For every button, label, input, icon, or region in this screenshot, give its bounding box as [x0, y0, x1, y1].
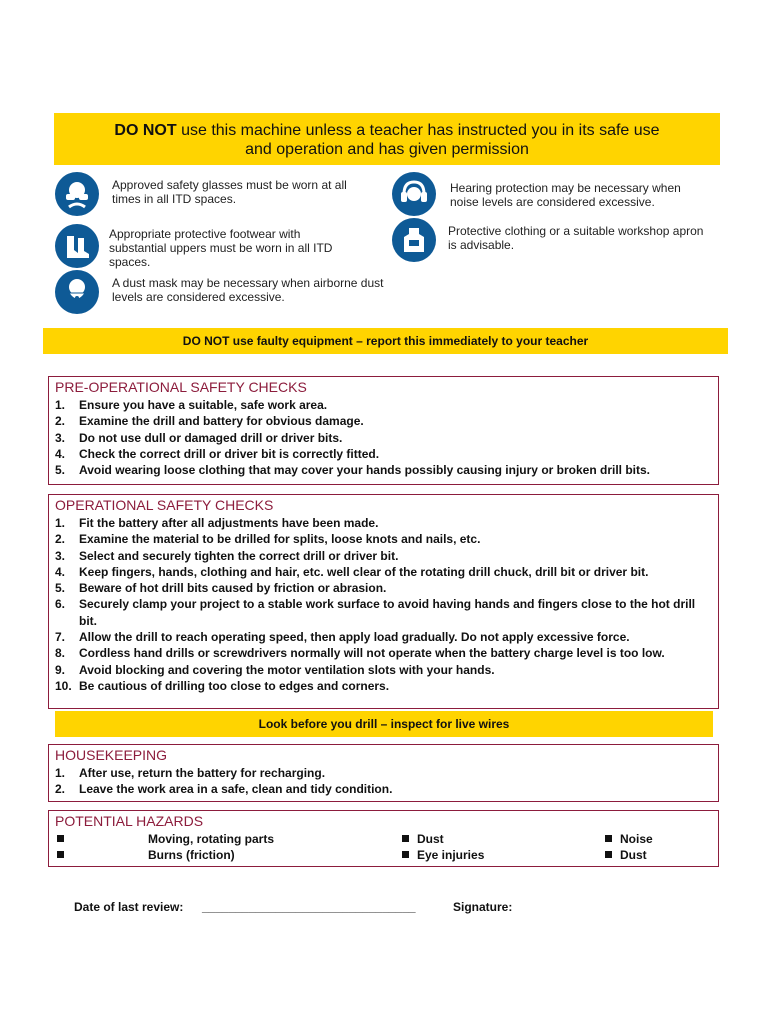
- list-item-text: Avoid blocking and covering the motor ventilation slots with your hands.: [79, 662, 495, 677]
- list-item: [55, 765, 712, 781]
- banner-line2: and operation and has given permission: [245, 141, 529, 158]
- list-item-text: Do not use dull or damaged drill or driver bits.: [79, 430, 343, 445]
- hazard-item: Dust: [402, 832, 444, 846]
- list-item: [55, 446, 712, 462]
- list-item-number: 10.: [55, 678, 72, 693]
- list-item-text: Beware of hot drill bits caused by friction or abrasion.: [79, 581, 387, 596]
- list-item-text: Fit the battery after all adjustments have been made.: [79, 516, 379, 530]
- list-item-number: 2.: [55, 782, 66, 797]
- list-item-text: Examine the drill and battery for obvious damage.: [79, 414, 364, 429]
- list-item: [55, 430, 712, 446]
- list-item-text: Keep fingers, hands, clothing and hair, etc. well clear of the rotating drill chuck, drill bit or driver bit.: [79, 564, 649, 579]
- bullet-square-icon: [605, 851, 612, 858]
- list-item-text: Check the correct drill or driver bit is correctly fitted.: [79, 446, 380, 461]
- list-item: [55, 515, 712, 531]
- list-item-number: 9.: [55, 662, 66, 677]
- dust-mask-icon: [55, 270, 99, 314]
- list-item: [55, 781, 712, 797]
- list-item: [55, 580, 712, 596]
- list-item-number: 6.: [55, 597, 66, 612]
- apron-icon: [392, 218, 436, 262]
- list-item-number: 5.: [55, 463, 66, 478]
- list-item-number: 4.: [55, 564, 66, 579]
- ppe-apron-text: Protective clothing or a suitable workshop apron is advisable.: [448, 224, 704, 252]
- list-item: [55, 629, 712, 645]
- list-item-text: After use, return the battery for recharging.: [79, 766, 326, 780]
- housekeeping-title: HOUSEKEEPING: [55, 747, 168, 763]
- pre-operational-list: [55, 397, 712, 478]
- bullet-square-icon: [57, 851, 64, 858]
- hazard-item: Noise: [605, 832, 653, 846]
- bullet-square-icon: [605, 835, 612, 842]
- banner-line1: use this machine unless a teacher has instructed you in its safe use: [176, 122, 660, 139]
- list-item-text: Allow the drill to reach operating speed, then apply load gradually. Do not apply excessive force.: [79, 630, 630, 645]
- list-item-number: 1.: [55, 516, 66, 530]
- hazard-item: Moving, rotating parts: [148, 832, 274, 846]
- list-item-text: Examine the material to be drilled for splits, loose knots and nails, etc.: [79, 532, 481, 547]
- bullet-square-icon: [402, 835, 409, 842]
- ppe-glasses-text: Approved safety glasses must be worn at all times in all ITD spaces.: [112, 178, 347, 206]
- list-item-number: 8.: [55, 646, 66, 661]
- housekeeping-list: [55, 765, 712, 798]
- safety-glasses-icon: [55, 172, 99, 216]
- hazard-item: [57, 848, 72, 862]
- ppe-footwear-text: Appropriate protective footwear with substantial uppers must be worn in all ITD spaces.: [109, 227, 333, 269]
- list-item: [55, 596, 712, 629]
- bullet-square-icon: [57, 835, 64, 842]
- list-item: [55, 548, 712, 564]
- live-wires-strip: Look before you drill – inspect for live wires: [55, 711, 713, 737]
- list-item: [55, 531, 712, 547]
- list-item-number: 2.: [55, 414, 66, 429]
- review-date-line[interactable]: ________________________________: [202, 900, 416, 914]
- list-item-number: 2.: [55, 532, 66, 547]
- list-item-text: Cordless hand drills or screwdrivers normally will not operate when the battery charge level is too low.: [79, 646, 665, 661]
- operational-box: [48, 494, 719, 709]
- operational-list: [55, 515, 712, 694]
- list-item-text: Securely clamp your project to a stable work surface to avoid having hands and fingers close to the hot drill bit.: [79, 597, 696, 628]
- hearing-protection-icon: [392, 172, 436, 216]
- list-item: [55, 662, 712, 678]
- list-item-text: Ensure you have a suitable, safe work area.: [79, 398, 328, 412]
- list-item: [55, 413, 712, 429]
- list-item-number: 3.: [55, 430, 66, 445]
- list-item: [55, 645, 712, 661]
- hazard-item: Dust: [605, 848, 647, 862]
- list-item: [55, 397, 712, 413]
- list-item-number: 7.: [55, 630, 66, 645]
- pre-operational-box: [48, 376, 719, 485]
- list-item-text: Avoid wearing loose clothing that may cover your hands possibly causing injury or broken drill bits.: [79, 463, 650, 478]
- housekeeping-box: [48, 744, 719, 802]
- list-item: [55, 564, 712, 580]
- list-item-number: 5.: [55, 581, 66, 596]
- list-item: [55, 678, 712, 694]
- potential-hazards-title: POTENTIAL HAZARDS: [55, 813, 204, 829]
- bullet-square-icon: [402, 851, 409, 858]
- list-item-text: Be cautious of drilling too close to edges and corners.: [79, 678, 390, 693]
- review-date-label: Date of last review:: [74, 900, 184, 914]
- faulty-equipment-strip: DO NOT use faulty equipment – report this immediately to your teacher: [43, 328, 728, 354]
- list-item-number: 1.: [55, 766, 66, 780]
- pre-operational-title: PRE-OPERATIONAL SAFETY CHECKS: [55, 379, 307, 395]
- ppe-hearing-text: Hearing protection may be necessary when noise levels are considered excessive.: [450, 181, 681, 209]
- hazard-item: Burns (friction): [148, 848, 235, 862]
- list-item-text: Leave the work area in a safe, clean and tidy condition.: [79, 782, 393, 797]
- list-item-number: 1.: [55, 398, 66, 412]
- list-item-text: Select and securely tighten the correct drill or driver bit.: [79, 548, 399, 563]
- hazard-item: [57, 832, 72, 846]
- list-item-number: 3.: [55, 548, 66, 563]
- list-item: [55, 462, 712, 478]
- signature-label: Signature:: [453, 900, 513, 914]
- ppe-mask-text: A dust mask may be necessary when airborne dust levels are considered excessive.: [112, 276, 384, 304]
- safety-boots-icon: [55, 224, 99, 268]
- hazard-item: Eye injuries: [402, 848, 484, 862]
- do-not-banner: [54, 113, 720, 165]
- operational-title: OPERATIONAL SAFETY CHECKS: [55, 497, 274, 513]
- potential-hazards-box: [48, 810, 719, 867]
- list-item-number: 4.: [55, 446, 66, 461]
- do-not-emphasis: DO NOT: [114, 122, 177, 139]
